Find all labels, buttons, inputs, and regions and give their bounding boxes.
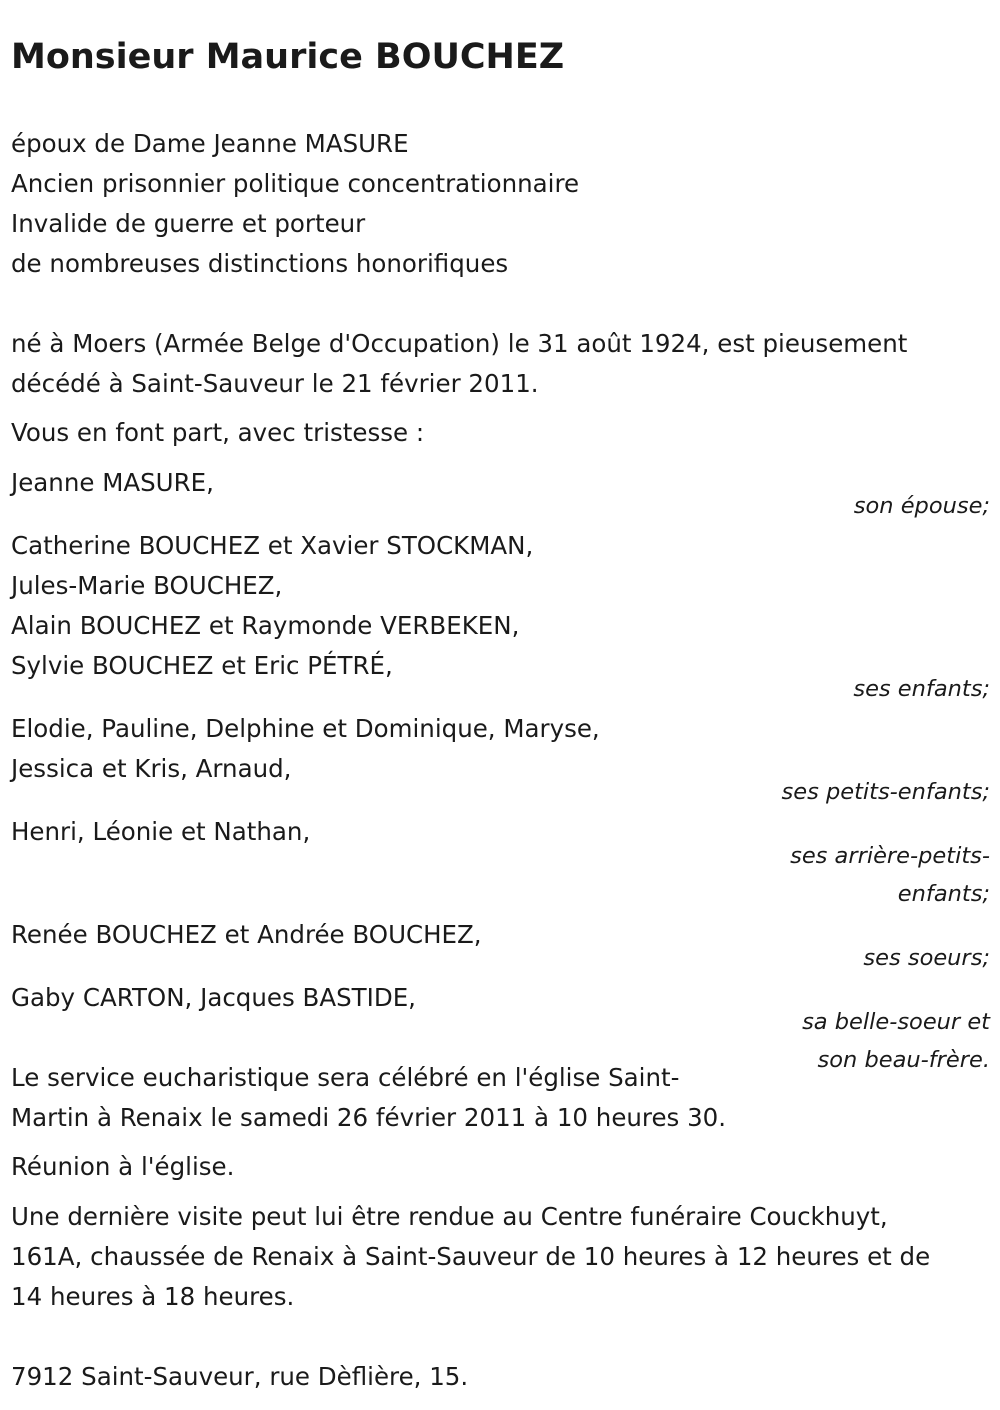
intro-line-prisoner: Ancien prisonnier politique concentrationnaire: [11, 169, 580, 198]
intro-line-spouse: époux de Dame Jeanne MASURE: [11, 129, 409, 158]
intro-line-invalid: Invalide de guerre et porteur: [11, 209, 366, 238]
sisters-relation: ses soeurs;: [863, 945, 990, 971]
great-grandchildren-relation-line-2: enfants;: [897, 881, 990, 907]
grandchildren-names-line-2: Jessica et Kris, Arnaud,: [11, 754, 292, 783]
announcement: Vous en font part, avec tristesse :: [11, 418, 425, 447]
service-line-2: Martin à Renaix le samedi 26 février 2011 à 10 heures 30.: [11, 1103, 727, 1132]
child-name: Catherine BOUCHEZ et Xavier STOCKMAN,: [11, 531, 534, 560]
birth-line-1: né à Moers (Armée Belge d'Occupation) le 31 août 1924, est pieusement: [11, 329, 908, 358]
great-grandchildren-relation-line-1: ses arrière-petits-: [790, 843, 990, 869]
service-line-1: Le service eucharistique sera célébré en l'église Saint-: [11, 1063, 680, 1092]
sisters-names: Renée BOUCHEZ et Andrée BOUCHEZ,: [11, 920, 482, 949]
address: 7912 Saint-Sauveur, rue Dèflière, 15.: [11, 1362, 469, 1391]
children-relation: ses enfants;: [853, 676, 990, 702]
spouse-name: Jeanne MASURE,: [11, 468, 214, 497]
grandchildren-names-line-1: Elodie, Pauline, Delphine et Dominique, Maryse,: [11, 714, 600, 743]
in-laws-relation-line-2: son beau-frère.: [817, 1047, 990, 1073]
in-laws-names: Gaby CARTON, Jacques BASTIDE,: [11, 983, 416, 1012]
child-name: Sylvie BOUCHEZ et Eric PÉTRÉ,: [11, 651, 393, 680]
deceased-name-title: Monsieur Maurice BOUCHEZ: [11, 37, 565, 77]
child-name: Jules-Marie BOUCHEZ,: [11, 571, 283, 600]
great-grandchildren-names: Henri, Léonie et Nathan,: [11, 817, 311, 846]
child-name: Alain BOUCHEZ et Raymonde VERBEKEN,: [11, 611, 520, 640]
spouse-relation: son épouse;: [853, 493, 990, 519]
in-laws-relation-line-1: sa belle-soeur et: [802, 1009, 990, 1035]
visit-line-2: 161A, chaussée de Renaix à Saint-Sauveur de 10 heures à 12 heures et de: [11, 1242, 931, 1271]
meeting-note: Réunion à l'église.: [11, 1152, 235, 1181]
visit-line-3: 14 heures à 18 heures.: [11, 1282, 295, 1311]
grandchildren-relation: ses petits-enfants;: [781, 779, 990, 805]
birth-line-2: décédé à Saint-Sauveur le 21 février 2011.: [11, 369, 539, 398]
visit-line-1: Une dernière visite peut lui être rendue au Centre funéraire Couckhuyt,: [11, 1202, 888, 1231]
intro-line-distinctions: de nombreuses distinctions honorifiques: [11, 249, 509, 278]
